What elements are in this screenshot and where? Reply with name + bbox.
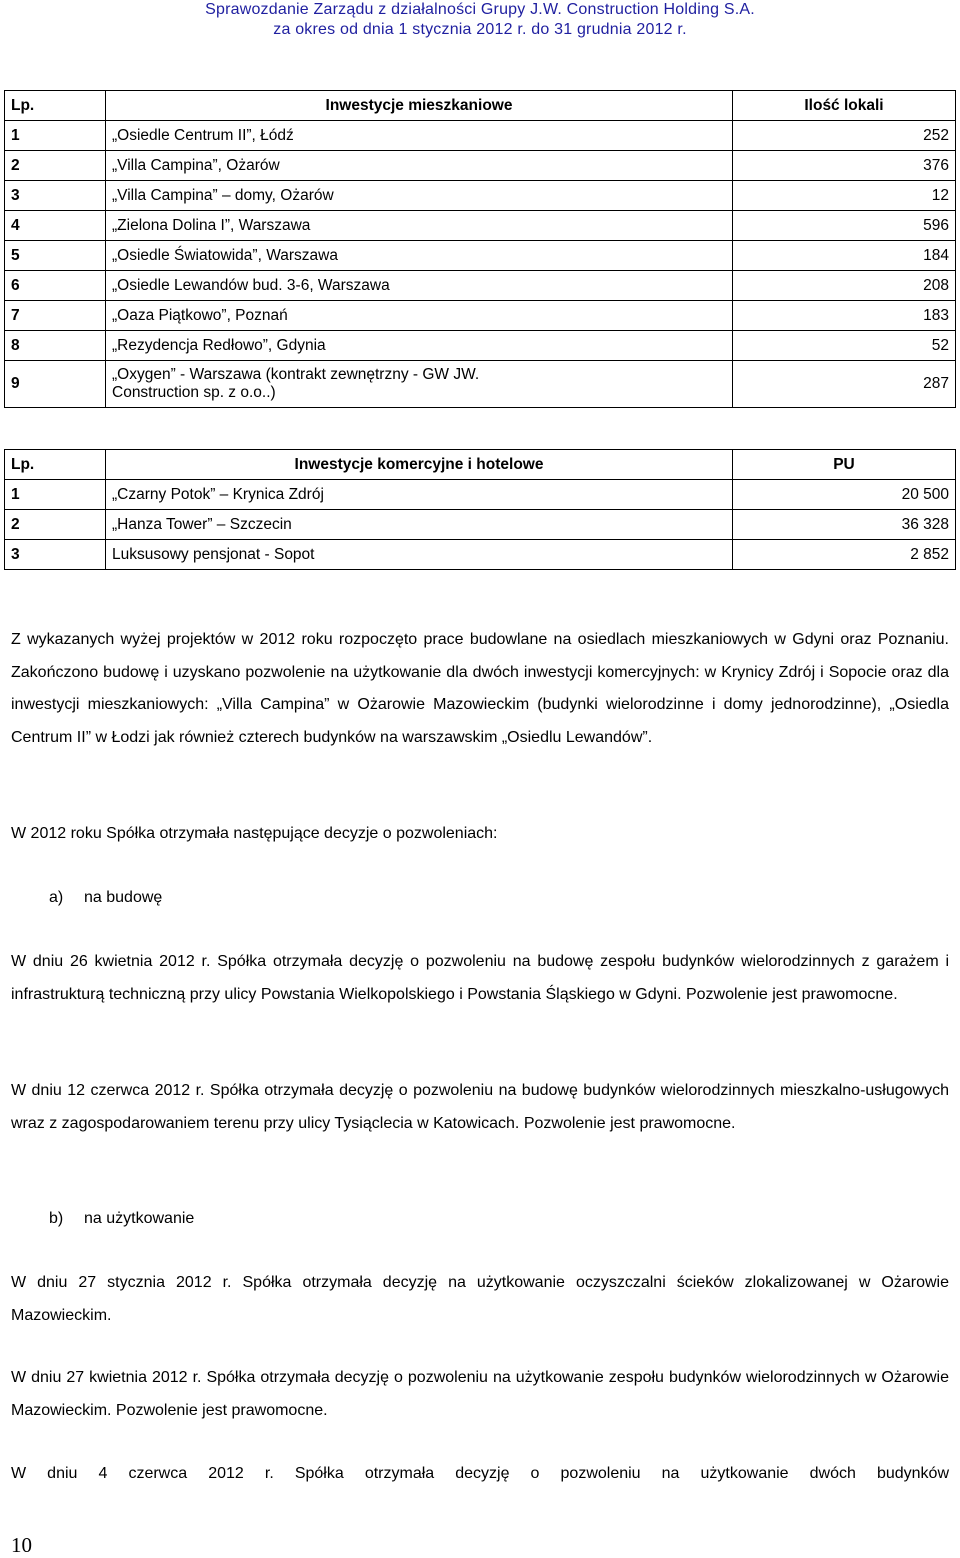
row-name: „Osiedle Centrum II”, Łódź <box>106 121 733 151</box>
row-lp: 3 <box>5 540 106 570</box>
row-lp: 1 <box>5 121 106 151</box>
row-name: „Czarny Potok” – Krynica Zdrój <box>106 480 733 510</box>
header-line-1: Sprawozdanie Zarządu z działalności Grupy J.W. Construction Holding S.A. <box>205 1 755 18</box>
row-lp: 1 <box>5 480 106 510</box>
paragraph-usage-3: W dniu 4 czerwca 2012 r. Spółka otrzymała decyzję o pozwoleniu na użytkowanie dwóch budynków <box>11 1465 949 1482</box>
list-item-a <box>49 889 162 907</box>
paragraph-usage-2: W dniu 27 kwietnia 2012 r. Spółka otrzymała decyzję o pozwoleniu na użytkowanie zespołu budynków wielorodzinnych w Ożarowie Mazowieckim. Pozwolenie jest prawomocne. <box>11 1369 949 1419</box>
list-text-a: na budowę <box>84 889 163 906</box>
row-lp: 5 <box>5 241 106 271</box>
column-header-units: Ilość lokali <box>733 91 956 121</box>
row-value: 183 <box>733 301 956 331</box>
list-text-b: na użytkowanie <box>84 1210 195 1227</box>
row-lp: 2 <box>5 510 106 540</box>
row-value: 596 <box>733 211 956 241</box>
commercial-investments-table <box>4 449 956 570</box>
row-value: 52 <box>733 331 956 361</box>
table-row <box>5 181 956 211</box>
row-name: „Oaza Piątkowo”, Poznań <box>106 301 733 331</box>
table-header-row <box>5 91 956 121</box>
row-name: „Osiedle Lewandów bud. 3-6, Warszawa <box>106 271 733 301</box>
column-header-lp: Lp. <box>5 450 106 480</box>
row-value: 20 500 <box>733 480 956 510</box>
list-label-a: a) <box>49 889 64 906</box>
row-name: „Hanza Tower” – Szczecin <box>106 510 733 540</box>
page-number: 10 <box>11 1533 32 1557</box>
paragraph-permit-2: W dniu 12 czerwca 2012 r. Spółka otrzymała decyzję o pozwoleniu na budowę budynków wielorodzinnych mieszkalno-usługowych wraz z zagospodarowaniem terenu przy ulicy Tysiąclecia w Katowicach. Pozwolenie jest prawomocne. <box>11 1082 949 1132</box>
table-header-row <box>5 450 956 480</box>
paragraph-permit-1: W dniu 26 kwietnia 2012 r. Spółka otrzymała decyzję o pozwoleniu na budowę zespołu budynków wielorodzinnych z garażem i infrastrukturą techniczną przy ulicy Powstania Wielkopolskiego i Powstania Śląskiego w Gdyni. Pozwolenie jest prawomocne. <box>11 953 949 1003</box>
row-value: 36 328 <box>733 510 956 540</box>
paragraph-summary: Z wykazanych wyżej projektów w 2012 roku rozpoczęto prace budowlane na osiedlach mieszkaniowych w Gdyni oraz Poznaniu. Zakończono budowę i uzyskano pozwolenie na użytkowanie dla dwóch inwestycji komercyjnych: w Krynicy Zdrój i Sopocie oraz dla inwestycji mieszkaniowych: „Villa Campina” w Ożarowie Mazowieckim (budynki wielorodzinne i domy jednorodzinne), „Osiedla Centrum II” w Łodzi jak również czterech budynków na warszawskim „Osiedlu Lewandów”. <box>11 631 949 746</box>
table-row <box>5 271 956 301</box>
row-lp: 9 <box>5 361 106 408</box>
column-header-name: Inwestycje komercyjne i hotelowe <box>106 450 733 480</box>
row-name: „Rezydencja Redłowo”, Gdynia <box>106 331 733 361</box>
row-value: 12 <box>733 181 956 211</box>
row-lp: 6 <box>5 271 106 301</box>
list-item-b <box>49 1210 194 1228</box>
row-value: 2 852 <box>733 540 956 570</box>
table-row <box>5 331 956 361</box>
table-row <box>5 121 956 151</box>
table-row <box>5 361 956 408</box>
row-lp: 8 <box>5 331 106 361</box>
list-label-b: b) <box>49 1210 64 1227</box>
row-lp: 7 <box>5 301 106 331</box>
column-header-name: Inwestycje mieszkaniowe <box>106 91 733 121</box>
report-header <box>0 0 960 40</box>
table-row <box>5 510 956 540</box>
column-header-lp: Lp. <box>5 91 106 121</box>
row-name: „Osiedle Światowida”, Warszawa <box>106 241 733 271</box>
paragraph-usage-1: W dniu 27 stycznia 2012 r. Spółka otrzymała decyzję na użytkowanie oczyszczalni ścieków zlokalizowanej w Ożarowie Mazowieckim. <box>11 1274 949 1324</box>
row-value: 287 <box>733 361 956 408</box>
row-lp: 2 <box>5 151 106 181</box>
row-name: „Villa Campina” – domy, Ożarów <box>106 181 733 211</box>
table-row <box>5 241 956 271</box>
residential-investments-table <box>4 90 956 408</box>
row-value: 252 <box>733 121 956 151</box>
table-row <box>5 301 956 331</box>
row-lp: 4 <box>5 211 106 241</box>
table-row <box>5 480 956 510</box>
header-line-2: za okres od dnia 1 stycznia 2012 r. do 31 grudnia 2012 r. <box>273 21 687 38</box>
row-name: „Zielona Dolina I”, Warszawa <box>106 211 733 241</box>
table-row <box>5 540 956 570</box>
table-row <box>5 211 956 241</box>
row-name: Luksusowy pensjonat - Sopot <box>106 540 733 570</box>
row-name: „Villa Campina”, Ożarów <box>106 151 733 181</box>
table-row <box>5 151 956 181</box>
row-value: 208 <box>733 271 956 301</box>
column-header-pu: PU <box>733 450 956 480</box>
row-name: „Oxygen” - Warszawa (kontrakt zewnętrzny - GW JW. Construction sp. z o.o..) <box>106 361 733 408</box>
paragraph-decisions-intro: W 2012 roku Spółka otrzymała następujące decyzje o pozwoleniach: <box>11 825 498 842</box>
row-value: 184 <box>733 241 956 271</box>
row-value: 376 <box>733 151 956 181</box>
row-lp: 3 <box>5 181 106 211</box>
